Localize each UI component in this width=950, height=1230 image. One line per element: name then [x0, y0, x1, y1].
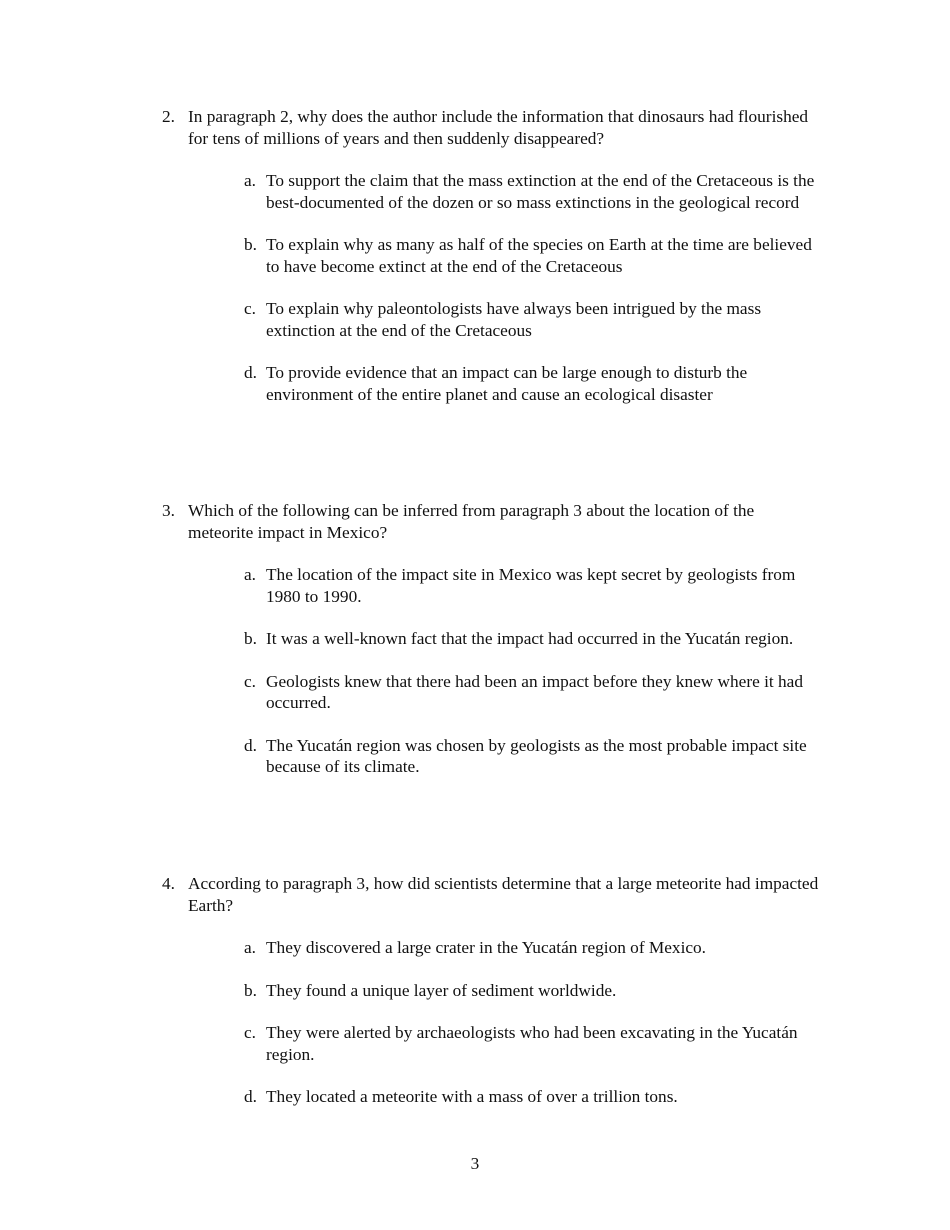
- option-letter: a.: [244, 565, 256, 584]
- question-number: 4.: [162, 874, 175, 893]
- question-number: 2.: [162, 107, 175, 126]
- question-number: 3.: [162, 501, 175, 520]
- option-letter: a.: [244, 171, 256, 190]
- option-text: To provide evidence that an impact can be large enough to disturb the environment of the entire planet and cause an ecological disaster: [266, 363, 748, 404]
- option-text: The location of the impact site in Mexico was kept secret by geologists from 1980 to 1990.: [266, 565, 796, 606]
- option-letter: b.: [244, 629, 257, 648]
- option-text: To explain why paleontologists have always been intrigued by the mass extinction at the end of the Cretaceous: [266, 299, 762, 340]
- option-letter: d.: [244, 363, 257, 382]
- option-letter: a.: [244, 938, 256, 957]
- answer-option-b: [244, 980, 821, 1002]
- answer-option-c: [244, 1022, 821, 1065]
- question-stem: [162, 106, 822, 149]
- answer-option-d: [244, 362, 821, 405]
- page-number: 3: [470, 1154, 480, 1173]
- option-letter: d.: [244, 735, 257, 755]
- question-text: In paragraph 2, why does the author include the information that dinosaurs had flourished for tens of millions of years and then suddenly disappeared?: [188, 107, 809, 148]
- option-letter: c.: [244, 671, 256, 691]
- option-text: They discovered a large crater in the Yucatán region of Mexico.: [266, 938, 707, 957]
- option-letter: c.: [244, 1023, 256, 1042]
- option-text: To explain why as many as half of the species on Earth at the time are believed to have become extinct at the end of the Cretaceous: [266, 235, 812, 276]
- option-text: They located a meteorite with a mass of over a trillion tons.: [266, 1087, 678, 1106]
- answer-option-b: [244, 628, 821, 650]
- answer-option-d: [244, 1086, 821, 1108]
- question-text: According to paragraph 3, how did scientists determine that a large meteorite had impacted Earth?: [188, 874, 819, 915]
- question-2: [162, 106, 822, 405]
- option-letter: d.: [244, 1087, 257, 1106]
- answer-option-a: [244, 170, 821, 213]
- answer-option-a: [244, 564, 821, 607]
- option-letter: b.: [244, 980, 257, 1000]
- answer-option-b: [244, 234, 821, 277]
- question-3: [162, 500, 822, 778]
- question-stem: [162, 873, 822, 916]
- answer-options: [162, 170, 822, 405]
- option-letter: c.: [244, 299, 256, 318]
- answer-option-c: [244, 671, 821, 714]
- answer-option-d: [244, 735, 821, 778]
- option-text: It was a well-known fact that the impact had occurred in the Yucatán region.: [266, 629, 794, 648]
- option-letter: b.: [244, 235, 257, 254]
- option-text: Geologists knew that there had been an impact before they knew where it had occurred.: [266, 671, 803, 712]
- question-4: [162, 873, 822, 1108]
- option-text: To support the claim that the mass extinction at the end of the Cretaceous is the best-documented of the dozen or so mass extinctions in the geological record: [266, 171, 815, 212]
- question-text: Which of the following can be inferred from paragraph 3 about the location of the meteorite impact in Mexico?: [188, 501, 755, 542]
- answer-options: [162, 937, 822, 1108]
- answer-option-c: [244, 298, 821, 341]
- answer-option-a: [244, 937, 821, 959]
- question-stem: [162, 500, 822, 543]
- option-text: They were alerted by archaeologists who had been excavating in the Yucatán region.: [266, 1023, 798, 1064]
- option-text: They found a unique layer of sediment worldwide.: [266, 980, 617, 1000]
- option-text: The Yucatán region was chosen by geologists as the most probable impact site because of its climate.: [266, 735, 807, 776]
- answer-options: [162, 564, 822, 778]
